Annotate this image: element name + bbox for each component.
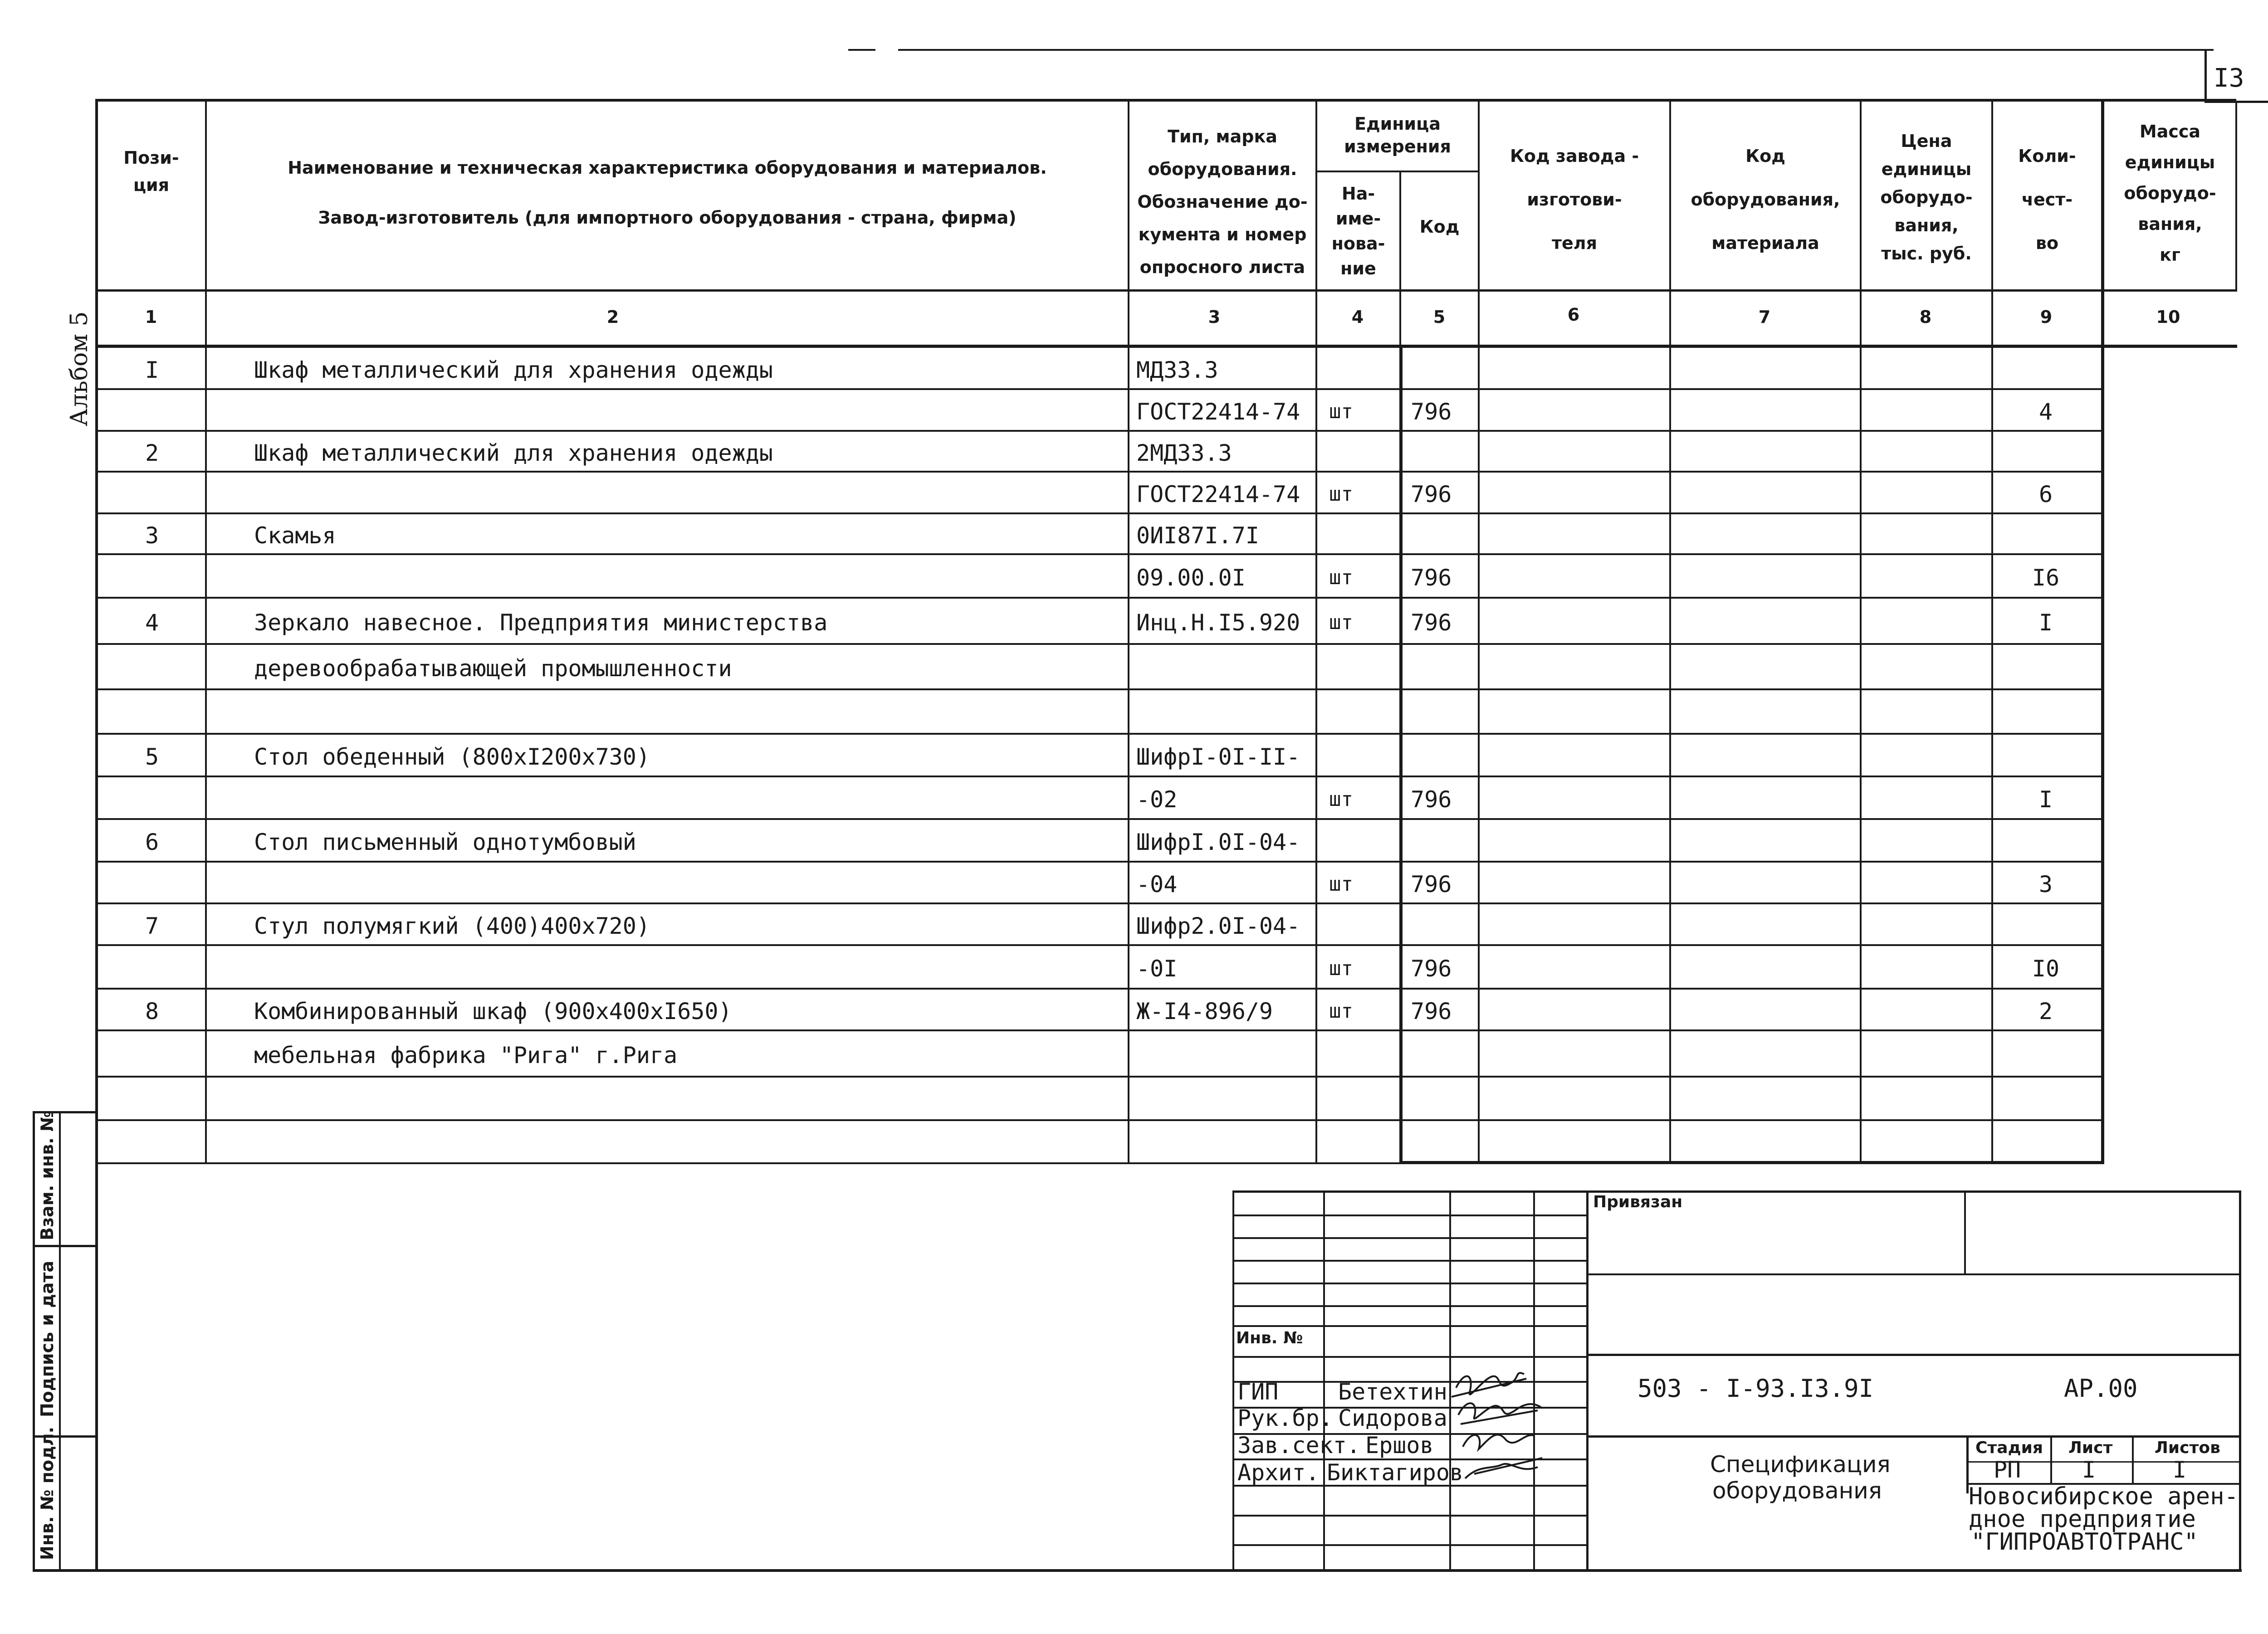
col-number-1: 1 <box>145 307 157 327</box>
col-number-5: 5 <box>1433 307 1446 327</box>
col-number-2: 2 <box>606 307 619 327</box>
tb-signer-role-2: Рук.бр. <box>1237 1405 1333 1431</box>
row-position: 7 <box>145 913 159 939</box>
row-divider <box>95 733 2102 735</box>
tb-grid-row <box>1232 1237 1588 1239</box>
header-position: Пози- ция <box>123 148 179 195</box>
row-divider <box>95 430 2102 432</box>
stamp-div-1 <box>33 1245 97 1247</box>
row-divider <box>95 776 2102 777</box>
table-bottom <box>95 1162 1402 1164</box>
tb-stage-label: Стадия <box>1975 1439 2043 1457</box>
row-position: 8 <box>145 998 159 1024</box>
tb-grid-row <box>1232 1283 1588 1284</box>
tb-privyazan: Привязан <box>1593 1193 1683 1211</box>
tb-signer-name-2: Сидорова <box>1338 1405 1447 1431</box>
tb-doc-code: 503 - I-93.I3.9I <box>1637 1374 1874 1403</box>
col-number-9: 9 <box>2040 307 2053 327</box>
row-position: 5 <box>145 744 159 770</box>
tb-title-line1: Спецификация <box>1710 1451 1891 1478</box>
tb-sheets-label: Листов <box>2155 1439 2220 1457</box>
row-divider <box>95 1076 2102 1078</box>
tb-org-line1: Новосибирское арен- <box>1969 1483 2239 1510</box>
stamp-div-3 <box>59 1111 61 1571</box>
row-quantity: I <box>2038 610 2053 636</box>
row-type: -04 <box>1136 871 1178 897</box>
col-number-6: 6 <box>1567 305 1580 325</box>
stamp-right <box>95 1111 98 1571</box>
tb-signer-name-3: Ершов <box>1365 1432 1434 1458</box>
row-name: Скамья <box>254 522 336 549</box>
header-plant-code: Код завода - изготови- теля <box>1510 146 1639 253</box>
unit-split <box>1315 171 1479 172</box>
row-quantity: 2 <box>2038 998 2053 1024</box>
frame-bottom <box>33 1569 2242 1572</box>
row-divider <box>95 597 2102 599</box>
tb-mark: АР.00 <box>2064 1374 2138 1403</box>
row-unit: шт <box>1329 788 1353 811</box>
tb-sheet-label: Лист <box>2068 1439 2113 1457</box>
header-name-line2: Завод-изготовитель (для импортного оборудования - страна, фирма) <box>318 208 1017 228</box>
row-code: 796 <box>1411 998 1452 1024</box>
row-name: деревообрабатывающей промышленности <box>254 655 732 682</box>
row-name: Стол обеденный (800хI200х730) <box>254 744 650 770</box>
col-number-8: 8 <box>1919 307 1932 327</box>
row-position: 6 <box>145 829 159 855</box>
row-type: 2МДЗЗ.3 <box>1136 440 1232 466</box>
row-code: 796 <box>1411 565 1452 591</box>
header-equip-code: Код оборудования, материала <box>1691 146 1840 253</box>
row-divider <box>95 688 2102 690</box>
row-position: 4 <box>145 610 159 636</box>
row-type: ШифрI-0I-II- <box>1136 744 1300 770</box>
table-vline-9 <box>2101 101 2104 1164</box>
row-quantity: I <box>2038 786 2053 813</box>
row-type: ГОСТ22414-74 <box>1136 481 1300 507</box>
header-unit: Единица измерения <box>1344 114 1451 156</box>
table-vline-1 <box>205 101 207 1164</box>
tb-right <box>2239 1190 2241 1571</box>
tb-grid-row <box>1232 1356 1588 1358</box>
tb-org-line2: дное предприятие <box>1969 1506 2196 1533</box>
tb-signer-role-3: Зав.сект. <box>1237 1432 1360 1458</box>
row-divider <box>95 471 2102 473</box>
row-type: Инц.Н.I5.920 <box>1136 610 1300 636</box>
tb-grid-row <box>1232 1515 1588 1517</box>
row-type: ШифрI.0I-04- <box>1136 829 1300 855</box>
table-top <box>95 99 2236 102</box>
tb-sheet-value: I <box>2082 1457 2096 1483</box>
col-number-10: 10 <box>2156 307 2180 327</box>
row-type: ГОСТ22414-74 <box>1136 399 1300 425</box>
row-code: 796 <box>1411 399 1452 425</box>
tb-signer-role-1: ГИП <box>1237 1379 1279 1405</box>
tb-priv-bottom <box>1586 1273 2240 1275</box>
row-divider <box>95 643 2102 645</box>
row-divider <box>95 512 2102 514</box>
header-name-line1: Наименование и техническая характеристика оборудования и материалов. <box>288 158 1047 178</box>
stamp-left <box>33 1111 35 1571</box>
sheet-number: I3 <box>2214 63 2244 93</box>
tb-stage-value: РП <box>1994 1457 2021 1483</box>
header-unit-code: Код <box>1419 217 1460 237</box>
header-mass: Масса единицы оборудо- вания, кг <box>2124 122 2216 265</box>
row-code: 796 <box>1411 871 1452 897</box>
tb-inv-no: Инв. № <box>1236 1329 1303 1347</box>
tb-top <box>1232 1190 2240 1193</box>
row-unit: шт <box>1329 873 1353 896</box>
row-type: -02 <box>1136 786 1178 813</box>
row-position: 2 <box>145 440 159 466</box>
table-bottom-thick <box>1399 1161 2104 1164</box>
row-name: Зеркало навесное. Предприятия министерства <box>254 610 828 636</box>
tb-stage-mid1 <box>2050 1435 2052 1484</box>
row-divider <box>95 1119 2102 1121</box>
row-unit: шт <box>1329 1000 1353 1023</box>
row-name: Шкаф металлический для хранения одежды <box>254 440 773 466</box>
tb-grid-row <box>1232 1325 1588 1327</box>
stamp-inv-podl: Инв. № подл. <box>37 1426 57 1560</box>
row-code: 796 <box>1411 610 1452 636</box>
row-type: Ж-I4-896/9 <box>1136 998 1273 1024</box>
stamp-vzam-inv: Взам. инв. № <box>37 1111 57 1240</box>
row-type: Шифр2.0I-04- <box>1136 913 1300 939</box>
row-type: 09.00.0I <box>1136 565 1246 591</box>
row-type: 0ИI87I.7I <box>1136 522 1259 549</box>
tb-code-bottom <box>1586 1435 2240 1438</box>
sheet-box-left <box>2204 49 2207 102</box>
row-quantity: 6 <box>2038 481 2053 507</box>
col-number-7: 7 <box>1758 307 1771 327</box>
row-quantity: 4 <box>2038 399 2053 425</box>
row-type: МДЗЗ.3 <box>1136 357 1218 383</box>
row-code: 796 <box>1411 481 1452 507</box>
tb-priv-split <box>1964 1192 1966 1273</box>
row-divider <box>95 388 2102 390</box>
row-divider <box>95 1029 2102 1031</box>
col-number-3: 3 <box>1208 307 1221 327</box>
header-price: Цена единицы оборудо- вания, тыс. руб. <box>1880 131 1973 263</box>
stamp-signature-date: Подпись и дата <box>37 1260 57 1417</box>
row-name: Комбинированный шкаф (900х400хI650) <box>254 998 732 1024</box>
tb-grid-row <box>1232 1544 1588 1546</box>
tb-grid-row <box>1232 1215 1588 1216</box>
row-code: 796 <box>1411 786 1452 813</box>
row-position: I <box>145 357 159 383</box>
tb-signer-name-1: Бетехтин <box>1338 1379 1447 1405</box>
row-divider <box>95 944 2102 946</box>
frame-left <box>95 100 98 1161</box>
tb-sheets-value: I <box>2173 1457 2187 1483</box>
row-code: 796 <box>1411 956 1452 982</box>
row-divider <box>95 861 2102 863</box>
row-unit: шт <box>1329 400 1353 423</box>
numbers-bottom <box>95 345 2237 348</box>
tb-signer-role-4: Архит. <box>1237 1459 1320 1486</box>
row-divider <box>95 902 2102 904</box>
row-divider <box>95 988 2102 990</box>
row-unit: шт <box>1329 483 1353 506</box>
row-name: Стул полумягкий (400)400х720) <box>254 913 650 939</box>
tb-code-top <box>1586 1354 2240 1356</box>
row-unit: шт <box>1329 957 1353 980</box>
tb-stage-mid2 <box>2132 1435 2134 1484</box>
row-position: 3 <box>145 522 159 549</box>
row-quantity: I0 <box>2032 956 2060 982</box>
row-unit: шт <box>1329 611 1353 634</box>
tb-org-line3: "ГИПРОАВТОТРАНС" <box>1971 1528 2198 1556</box>
tb-grid-row <box>1232 1305 1588 1307</box>
header-type: Тип, марка оборудования. Обозначение до- кумента и номер опросного листа <box>1137 127 1308 277</box>
handwritten-signature <box>1447 1361 1579 1488</box>
row-type: -0I <box>1136 956 1178 982</box>
row-divider <box>95 553 2102 555</box>
row-name: мебельная фабрика "Рига" г.Рига <box>254 1042 678 1068</box>
row-name: Шкаф металлический для хранения одежды <box>254 357 773 383</box>
top-rule-dash <box>848 49 875 51</box>
header-bottom <box>95 289 2237 292</box>
tb-title-line2: оборудования <box>1712 1478 1882 1504</box>
row-divider <box>95 818 2102 820</box>
row-quantity: 3 <box>2038 871 2053 897</box>
album-label: Альбом 5 <box>66 311 93 426</box>
row-name: Стол письменный однотумбовый <box>254 829 636 855</box>
tb-grid-row <box>1232 1260 1588 1262</box>
table-vline-4b <box>1399 345 1403 1164</box>
col-number-4: 4 <box>1351 307 1364 327</box>
header-unit-name: На- име- нова- ние <box>1331 184 1385 278</box>
top-rule <box>898 49 2214 51</box>
row-quantity: I6 <box>2032 565 2060 591</box>
row-unit: шт <box>1329 566 1353 589</box>
header-quantity: Коли- чест- во <box>2018 146 2076 253</box>
tb-signer-name-4: Биктагиров <box>1327 1459 1464 1486</box>
